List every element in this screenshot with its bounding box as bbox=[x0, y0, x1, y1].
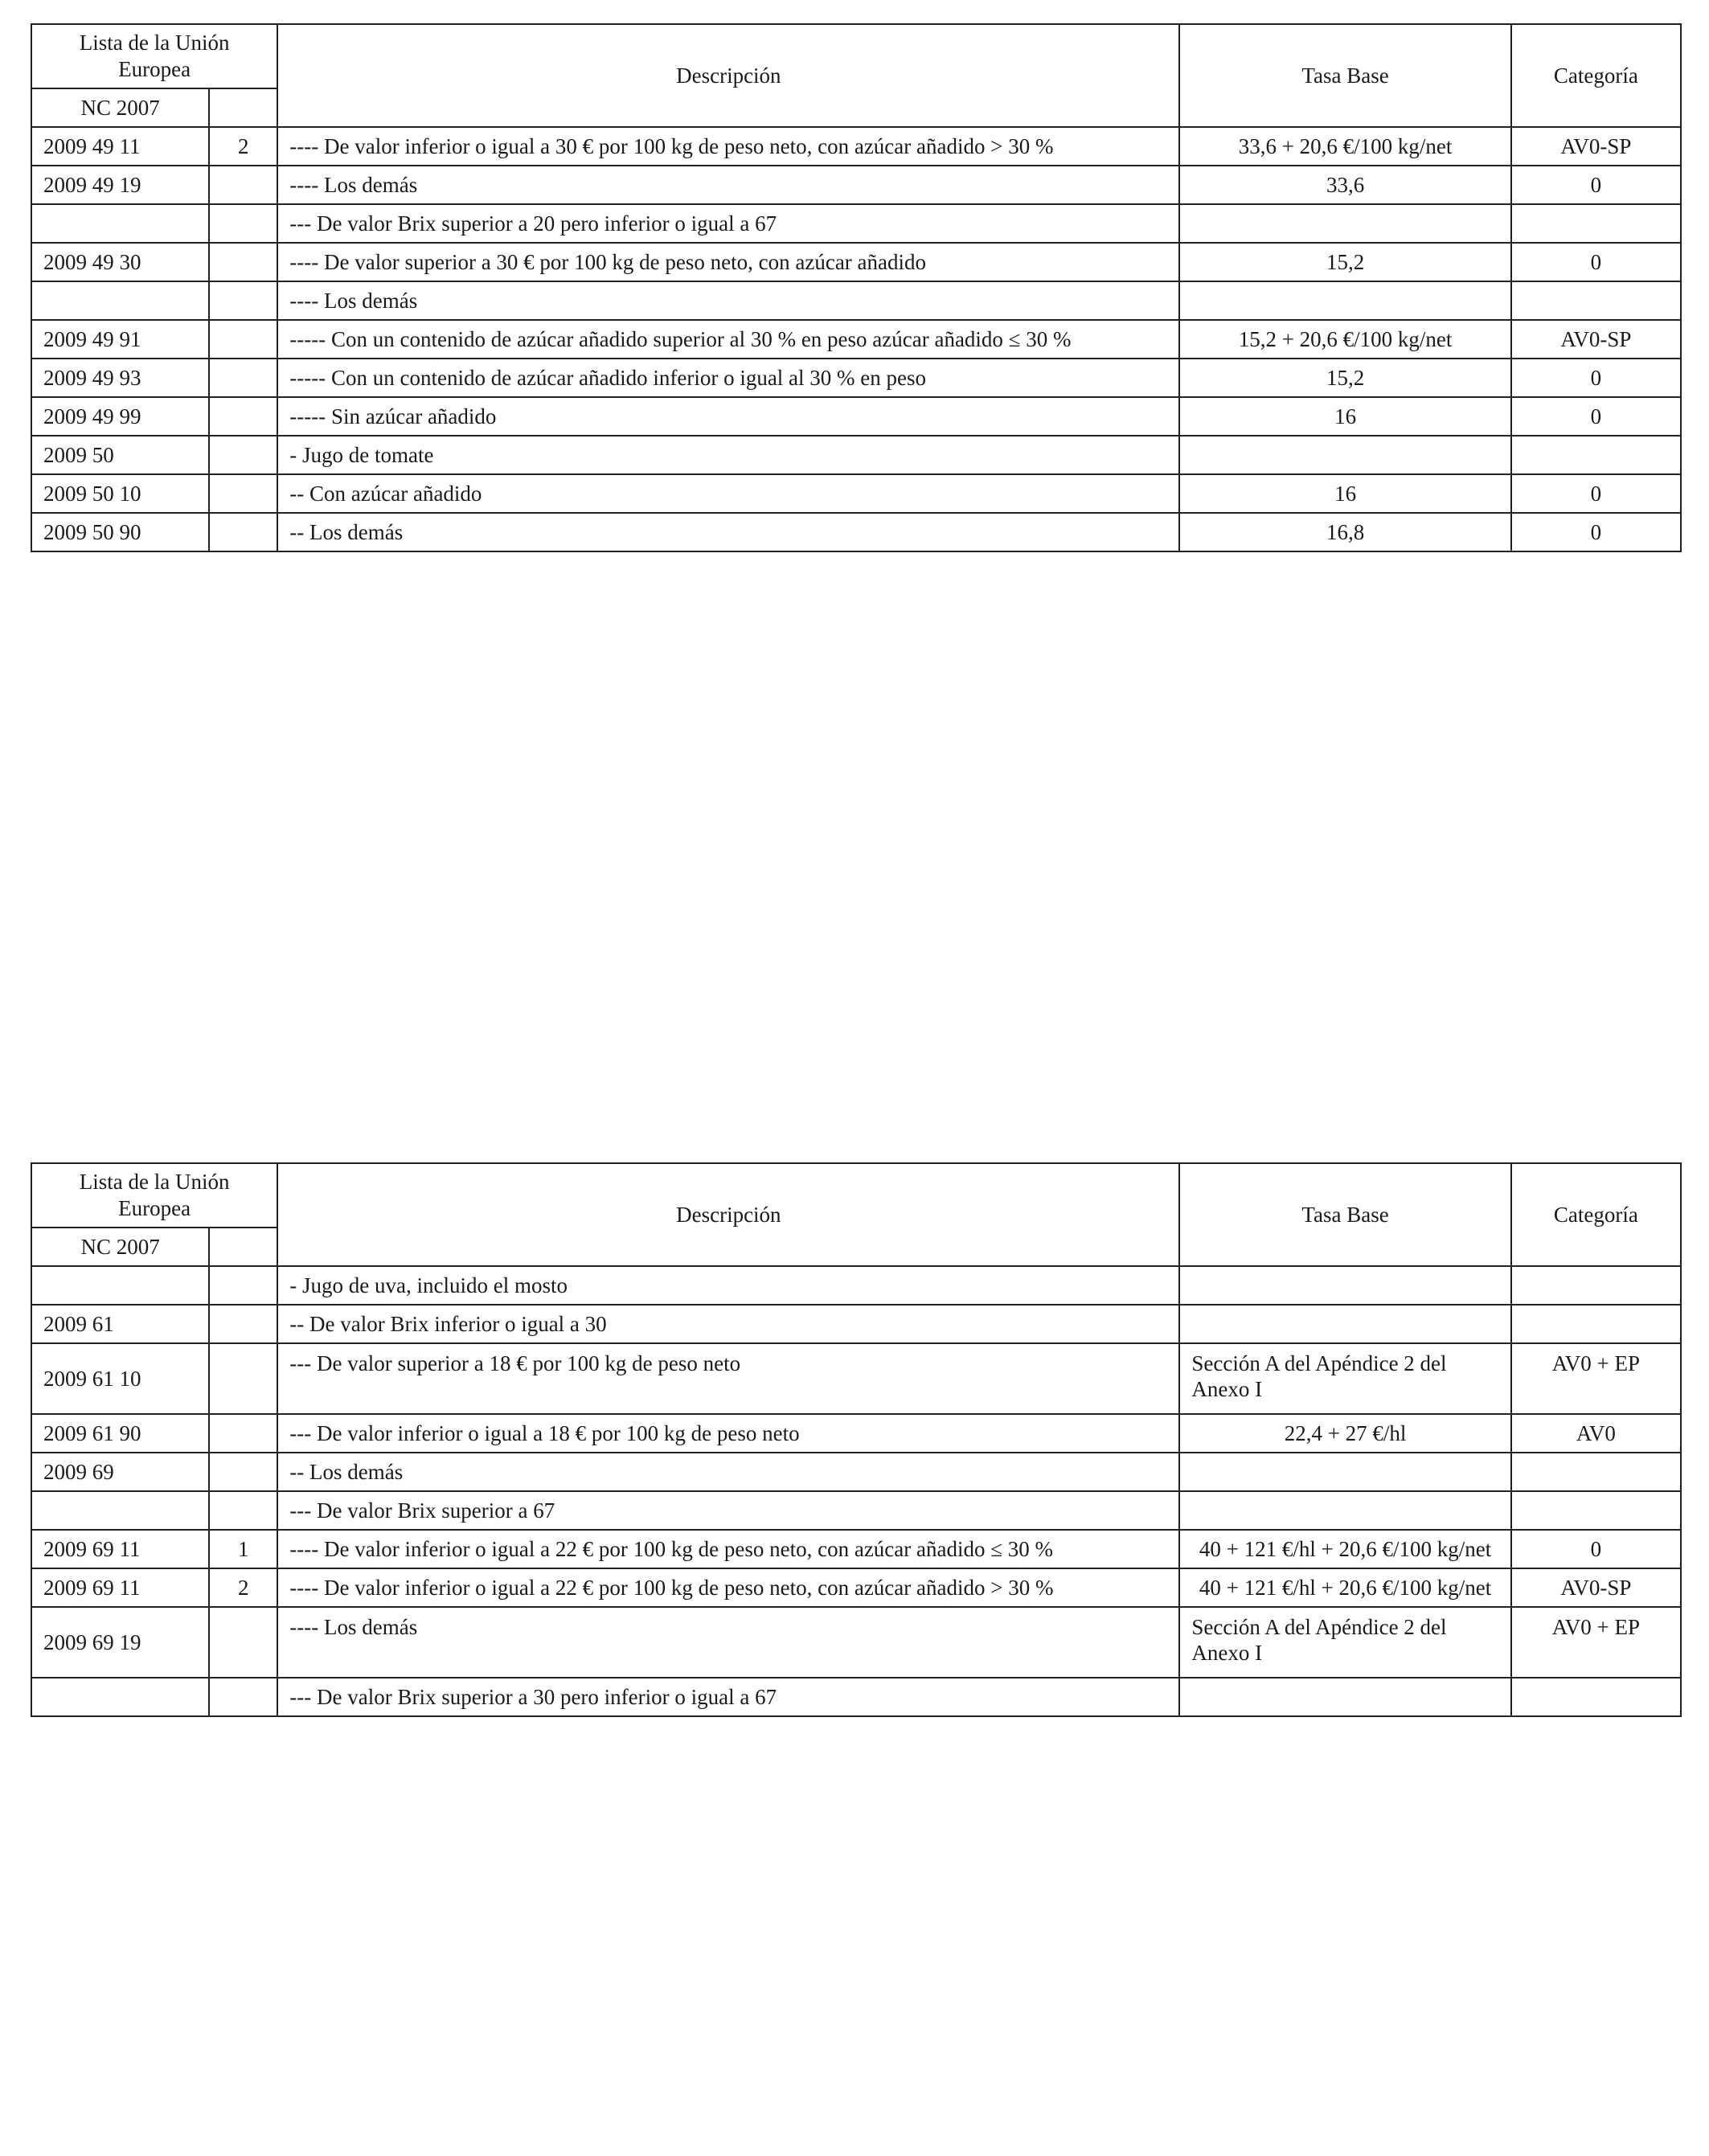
base-rate-cell bbox=[1179, 204, 1510, 243]
sub-code-cell bbox=[209, 320, 277, 359]
category-cell: 0 bbox=[1511, 397, 1681, 436]
table-row bbox=[31, 166, 1681, 204]
description-cell: --- De valor superior a 18 € por 100 kg de peso neto bbox=[277, 1343, 1179, 1414]
sub-code-cell bbox=[209, 204, 277, 243]
base-rate-cell: 33,6 + 20,6 €/100 kg/net bbox=[1179, 127, 1510, 166]
table-row bbox=[31, 359, 1681, 397]
description-cell: ----- Sin azúcar añadido bbox=[277, 397, 1179, 436]
base-rate-cell: 40 + 121 €/hl + 20,6 €/100 kg/net bbox=[1179, 1568, 1510, 1607]
table-row bbox=[31, 320, 1681, 359]
table-row bbox=[31, 1530, 1681, 1568]
base-rate-cell: Sección A del Apéndice 2 del Anexo I bbox=[1179, 1607, 1510, 1678]
category-cell: AV0 + EP bbox=[1511, 1343, 1681, 1414]
table-row bbox=[31, 397, 1681, 436]
nc-code-cell: 2009 49 30 bbox=[31, 243, 209, 281]
table-2-body bbox=[31, 1266, 1681, 1716]
description-cell: ---- De valor inferior o igual a 30 € por 100 kg de peso neto, con azúcar añadido > 30 % bbox=[277, 127, 1179, 166]
sub-code-cell bbox=[209, 474, 277, 513]
eu-list-header: Lista de la Unión Europea bbox=[31, 24, 277, 88]
nc-code-cell: 2009 61 90 bbox=[31, 1414, 209, 1453]
base-rate-cell: 15,2 bbox=[1179, 359, 1510, 397]
base-rate-cell: 16,8 bbox=[1179, 513, 1510, 551]
nc-code-cell bbox=[31, 204, 209, 243]
nc-code-cell: 2009 69 11 bbox=[31, 1568, 209, 1607]
category-cell bbox=[1511, 204, 1681, 243]
category-header: Categoría bbox=[1511, 1163, 1681, 1266]
category-cell: AV0 + EP bbox=[1511, 1607, 1681, 1678]
category-cell bbox=[1511, 1305, 1681, 1343]
table-2-header bbox=[31, 1163, 1681, 1266]
table-1-body bbox=[31, 127, 1681, 551]
sub-code-cell: 2 bbox=[209, 127, 277, 166]
category-cell bbox=[1511, 436, 1681, 474]
table-row bbox=[31, 1414, 1681, 1453]
nc-code-cell: 2009 49 93 bbox=[31, 359, 209, 397]
table-row bbox=[31, 1568, 1681, 1607]
table-row bbox=[31, 1607, 1681, 1678]
nc-code-cell bbox=[31, 1491, 209, 1530]
base-rate-cell bbox=[1179, 281, 1510, 320]
description-cell: ---- Los demás bbox=[277, 166, 1179, 204]
category-cell: AV0-SP bbox=[1511, 1568, 1681, 1607]
nc-code-cell: 2009 69 bbox=[31, 1453, 209, 1491]
category-cell: 0 bbox=[1511, 513, 1681, 551]
description-cell: ----- Con un contenido de azúcar añadido inferior o igual al 30 % en peso bbox=[277, 359, 1179, 397]
description-cell: -- Los demás bbox=[277, 1453, 1179, 1491]
sub-code-cell bbox=[209, 243, 277, 281]
table-row bbox=[31, 281, 1681, 320]
nc-code-cell: 2009 49 19 bbox=[31, 166, 209, 204]
category-cell: 0 bbox=[1511, 474, 1681, 513]
sub-code-cell bbox=[209, 1414, 277, 1453]
category-cell bbox=[1511, 1678, 1681, 1716]
eu-list-header: Lista de la Unión Europea bbox=[31, 1163, 277, 1228]
base-rate-cell bbox=[1179, 1305, 1510, 1343]
base-rate-cell: 33,6 bbox=[1179, 166, 1510, 204]
table-row bbox=[31, 474, 1681, 513]
table-row bbox=[31, 1305, 1681, 1343]
sub-code-cell bbox=[209, 1453, 277, 1491]
description-cell: -- De valor Brix inferior o igual a 30 bbox=[277, 1305, 1179, 1343]
nc-code-cell: 2009 69 19 bbox=[31, 1607, 209, 1678]
base-rate-cell bbox=[1179, 1491, 1510, 1530]
nc-code-cell: 2009 50 bbox=[31, 436, 209, 474]
sub-code-cell bbox=[209, 513, 277, 551]
sub-code-cell: 2 bbox=[209, 1568, 277, 1607]
category-cell bbox=[1511, 281, 1681, 320]
base-rate-cell: 22,4 + 27 €/hl bbox=[1179, 1414, 1510, 1453]
nc-code-cell bbox=[31, 281, 209, 320]
nc-code-cell: 2009 50 90 bbox=[31, 513, 209, 551]
description-cell: ---- Los demás bbox=[277, 281, 1179, 320]
description-cell: ---- De valor superior a 30 € por 100 kg de peso neto, con azúcar añadido bbox=[277, 243, 1179, 281]
nc-code-cell: 2009 50 10 bbox=[31, 474, 209, 513]
description-header: Descripción bbox=[277, 24, 1179, 127]
table-row bbox=[31, 204, 1681, 243]
base-rate-cell bbox=[1179, 1678, 1510, 1716]
description-cell: -- Con azúcar añadido bbox=[277, 474, 1179, 513]
nc-code-cell: 2009 69 11 bbox=[31, 1530, 209, 1568]
table-row bbox=[31, 1266, 1681, 1305]
description-cell: --- De valor Brix superior a 30 pero inferior o igual a 67 bbox=[277, 1678, 1179, 1716]
tariff-table-2 bbox=[31, 1162, 1682, 1717]
description-cell: --- De valor inferior o igual a 18 € por 100 kg de peso neto bbox=[277, 1414, 1179, 1453]
sub-code-cell bbox=[209, 1266, 277, 1305]
sub-code-cell bbox=[209, 1491, 277, 1530]
description-cell: -- Los demás bbox=[277, 513, 1179, 551]
table-row bbox=[31, 1453, 1681, 1491]
category-cell: 0 bbox=[1511, 166, 1681, 204]
sub-code-cell bbox=[209, 1607, 277, 1678]
description-cell: ----- Con un contenido de azúcar añadido superior al 30 % en peso azúcar añadido ≤ 30 % bbox=[277, 320, 1179, 359]
base-rate-cell bbox=[1179, 1266, 1510, 1305]
sub-code-cell: 1 bbox=[209, 1530, 277, 1568]
base-rate-cell: 40 + 121 €/hl + 20,6 €/100 kg/net bbox=[1179, 1530, 1510, 1568]
sub-code-cell bbox=[209, 281, 277, 320]
table-row bbox=[31, 1678, 1681, 1716]
base-rate-header: Tasa Base bbox=[1179, 24, 1510, 127]
category-cell bbox=[1511, 1266, 1681, 1305]
table-row bbox=[31, 243, 1681, 281]
base-rate-cell: 15,2 bbox=[1179, 243, 1510, 281]
base-rate-cell bbox=[1179, 1453, 1510, 1491]
category-cell bbox=[1511, 1491, 1681, 1530]
sub-code-cell bbox=[209, 397, 277, 436]
description-cell: ---- Los demás bbox=[277, 1607, 1179, 1678]
base-rate-cell: 16 bbox=[1179, 397, 1510, 436]
table-row bbox=[31, 436, 1681, 474]
category-cell bbox=[1511, 1453, 1681, 1491]
description-cell: ---- De valor inferior o igual a 22 € por 100 kg de peso neto, con azúcar añadido > 30 % bbox=[277, 1568, 1179, 1607]
nc-code-cell: 2009 61 bbox=[31, 1305, 209, 1343]
tariff-table-1 bbox=[31, 23, 1682, 552]
sub-code-cell bbox=[209, 359, 277, 397]
sub-code-cell bbox=[209, 1678, 277, 1716]
nc-code-cell: 2009 49 11 bbox=[31, 127, 209, 166]
table-row bbox=[31, 1343, 1681, 1414]
table-row bbox=[31, 1491, 1681, 1530]
description-cell: - Jugo de uva, incluido el mosto bbox=[277, 1266, 1179, 1305]
nc-code-cell: 2009 49 91 bbox=[31, 320, 209, 359]
sub-code-cell bbox=[209, 166, 277, 204]
category-header: Categoría bbox=[1511, 24, 1681, 127]
base-rate-header: Tasa Base bbox=[1179, 1163, 1510, 1266]
nc-sub-header bbox=[209, 88, 277, 127]
sub-code-cell bbox=[209, 1343, 277, 1414]
sub-code-cell bbox=[209, 436, 277, 474]
base-rate-cell: Sección A del Apéndice 2 del Anexo I bbox=[1179, 1343, 1510, 1414]
nc-code-cell bbox=[31, 1678, 209, 1716]
nc-code-cell: 2009 61 10 bbox=[31, 1343, 209, 1414]
category-cell: 0 bbox=[1511, 243, 1681, 281]
category-cell: AV0-SP bbox=[1511, 320, 1681, 359]
table-1-header bbox=[31, 24, 1681, 127]
base-rate-cell: 15,2 + 20,6 €/100 kg/net bbox=[1179, 320, 1510, 359]
description-cell: - Jugo de tomate bbox=[277, 436, 1179, 474]
nc-code-cell: 2009 49 99 bbox=[31, 397, 209, 436]
base-rate-cell: 16 bbox=[1179, 474, 1510, 513]
nc-code-cell bbox=[31, 1266, 209, 1305]
nc-2007-header: NC 2007 bbox=[31, 1228, 209, 1266]
table-row bbox=[31, 513, 1681, 551]
category-cell: AV0 bbox=[1511, 1414, 1681, 1453]
nc-sub-header bbox=[209, 1228, 277, 1266]
description-cell: ---- De valor inferior o igual a 22 € por 100 kg de peso neto, con azúcar añadido ≤ 30 % bbox=[277, 1530, 1179, 1568]
base-rate-cell bbox=[1179, 436, 1510, 474]
description-header: Descripción bbox=[277, 1163, 1179, 1266]
sub-code-cell bbox=[209, 1305, 277, 1343]
category-cell: AV0-SP bbox=[1511, 127, 1681, 166]
description-cell: --- De valor Brix superior a 67 bbox=[277, 1491, 1179, 1530]
table-row bbox=[31, 127, 1681, 166]
nc-2007-header: NC 2007 bbox=[31, 88, 209, 127]
category-cell: 0 bbox=[1511, 1530, 1681, 1568]
description-cell: --- De valor Brix superior a 20 pero inferior o igual a 67 bbox=[277, 204, 1179, 243]
category-cell: 0 bbox=[1511, 359, 1681, 397]
